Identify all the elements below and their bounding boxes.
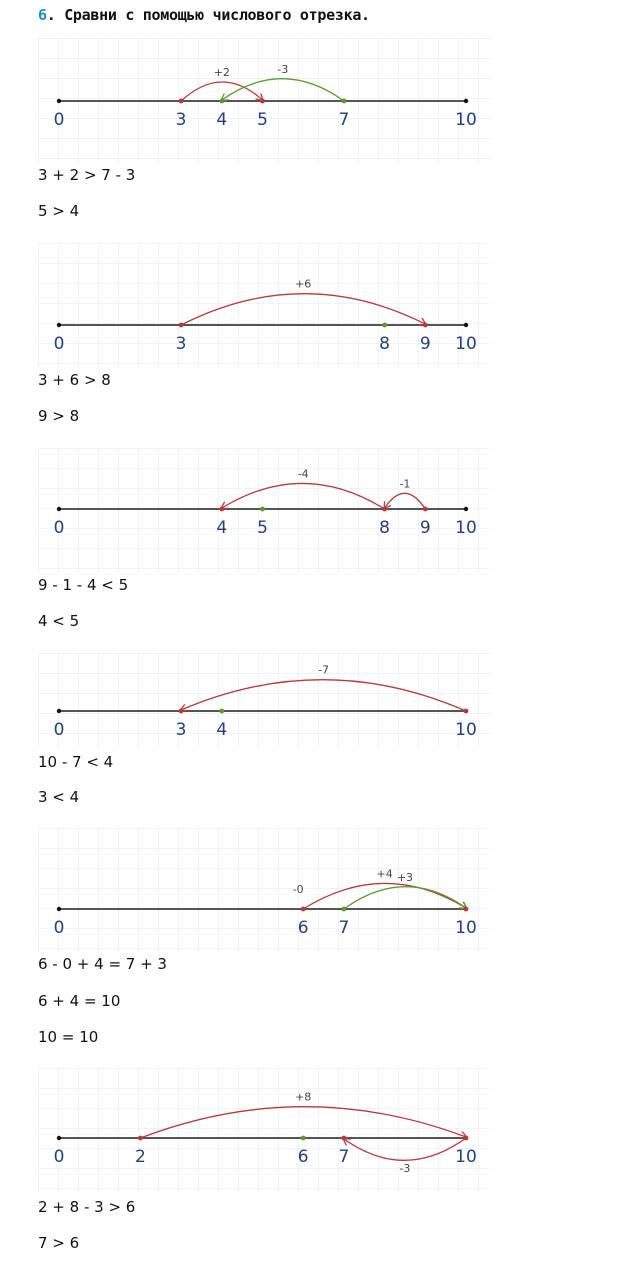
number-line-5: [38, 828, 490, 952]
task-title: [38, 6, 370, 24]
point-dot-red: [260, 99, 265, 104]
tick-label: 5: [257, 518, 268, 538]
number-line-6: [38, 1068, 490, 1192]
point-dot-green: [301, 1136, 306, 1141]
point-dot: [464, 323, 468, 327]
solution-line: 9 - 1 - 4 < 5: [38, 576, 129, 594]
tick-label: 7: [338, 110, 350, 130]
tick-label: 8: [379, 334, 391, 354]
point-dot-green: [342, 907, 347, 912]
tick-label: 10: [455, 334, 477, 354]
tick-label: 10: [455, 720, 477, 740]
tick-label: 7: [338, 918, 350, 938]
tick-label: 7: [338, 1147, 350, 1167]
number-line-3: [38, 448, 490, 572]
point-dot: [57, 507, 61, 511]
point-dot: [57, 99, 61, 103]
point-dot-red: [301, 907, 306, 912]
point-dot-green: [342, 99, 347, 104]
solution-line: 9 > 8: [38, 407, 80, 425]
jump-label: -3: [277, 62, 289, 76]
grid-background: [38, 653, 490, 749]
tick-label: 5: [257, 110, 268, 130]
jump-label: -0: [292, 883, 304, 896]
tick-label: 10: [455, 518, 477, 538]
tick-label: 0: [53, 918, 65, 938]
number-line-4: [38, 653, 490, 749]
tick-label: 0: [53, 720, 65, 740]
point-dot: [57, 907, 61, 911]
point-dot-green: [219, 99, 224, 104]
jump-label: -1: [399, 477, 411, 491]
point-dot-red: [179, 709, 184, 714]
tick-label: 4: [216, 518, 228, 538]
solution-line: 7 > 6: [38, 1234, 80, 1252]
task-text: Сравни с помощью числового отрезка.: [64, 6, 370, 24]
solution-line: 3 < 4: [38, 788, 80, 806]
solution-line: 5 > 4: [38, 202, 80, 220]
point-dot-red: [219, 507, 224, 512]
point-dot-red: [342, 1136, 347, 1141]
jump-label: -4: [297, 467, 309, 481]
point-dot-red: [179, 323, 184, 328]
tick-label: 4: [216, 110, 228, 130]
solution-line: 6 + 4 = 10: [38, 992, 121, 1010]
tick-label: 0: [53, 334, 65, 354]
point-dot: [57, 709, 61, 713]
jump-label: +4: [376, 867, 393, 881]
tick-label: 3: [175, 334, 187, 354]
number-line-2: [38, 243, 490, 367]
point-dot-red: [464, 709, 469, 714]
number-line-1: [38, 38, 490, 162]
point-dot: [464, 507, 468, 511]
point-dot-green: [260, 507, 265, 512]
point-dot-red: [179, 99, 184, 104]
point-dot: [464, 99, 468, 103]
tick-label: 0: [53, 1147, 65, 1167]
tick-label: 9: [419, 334, 431, 354]
solution-line: 4 < 5: [38, 612, 80, 630]
jump-label: +8: [295, 1090, 312, 1104]
tick-label: 10: [455, 918, 477, 938]
tick-label: 0: [53, 110, 65, 130]
tick-label: 10: [455, 1147, 477, 1167]
jump-label: -3: [399, 1162, 411, 1176]
solution-line: 3 + 2 > 7 - 3: [38, 166, 136, 184]
solution-line: 2 + 8 - 3 > 6: [38, 1198, 136, 1216]
jump-label: +2: [213, 66, 230, 80]
point-dot-red: [464, 1136, 469, 1141]
tick-label: 10: [455, 110, 477, 130]
solution-line: 6 - 0 + 4 = 7 + 3: [38, 955, 167, 973]
point-dot: [57, 1136, 61, 1140]
tick-label: 6: [297, 918, 309, 938]
task-number-dot: .: [46, 6, 65, 24]
grid-background: [38, 828, 490, 952]
tick-label: 9: [419, 518, 431, 538]
jump-label: +6: [295, 277, 312, 291]
tick-label: 0: [53, 518, 65, 538]
point-dot: [57, 323, 61, 327]
task-number: 6: [38, 6, 47, 24]
tick-label: 3: [175, 110, 187, 130]
point-dot-green: [219, 709, 224, 714]
point-dot-red: [423, 323, 428, 328]
jump-label: +3: [396, 870, 414, 884]
point-dot-red: [138, 1136, 143, 1141]
tick-label: 8: [379, 518, 391, 538]
solution-line: 3 + 6 > 8: [38, 371, 111, 389]
jump-label: -7: [318, 663, 330, 677]
solution-line: 10 - 7 < 4: [38, 753, 114, 771]
point-dot-green: [382, 323, 387, 328]
point-dot-red: [382, 507, 387, 512]
tick-label: 4: [216, 720, 228, 740]
point-dot-red: [423, 507, 428, 512]
grid-background: [38, 1068, 490, 1192]
tick-label: 2: [134, 1147, 146, 1167]
solution-line: 10 = 10: [38, 1028, 99, 1046]
point-dot-red: [464, 907, 469, 912]
tick-label: 3: [175, 720, 187, 740]
tick-label: 6: [297, 1147, 309, 1167]
